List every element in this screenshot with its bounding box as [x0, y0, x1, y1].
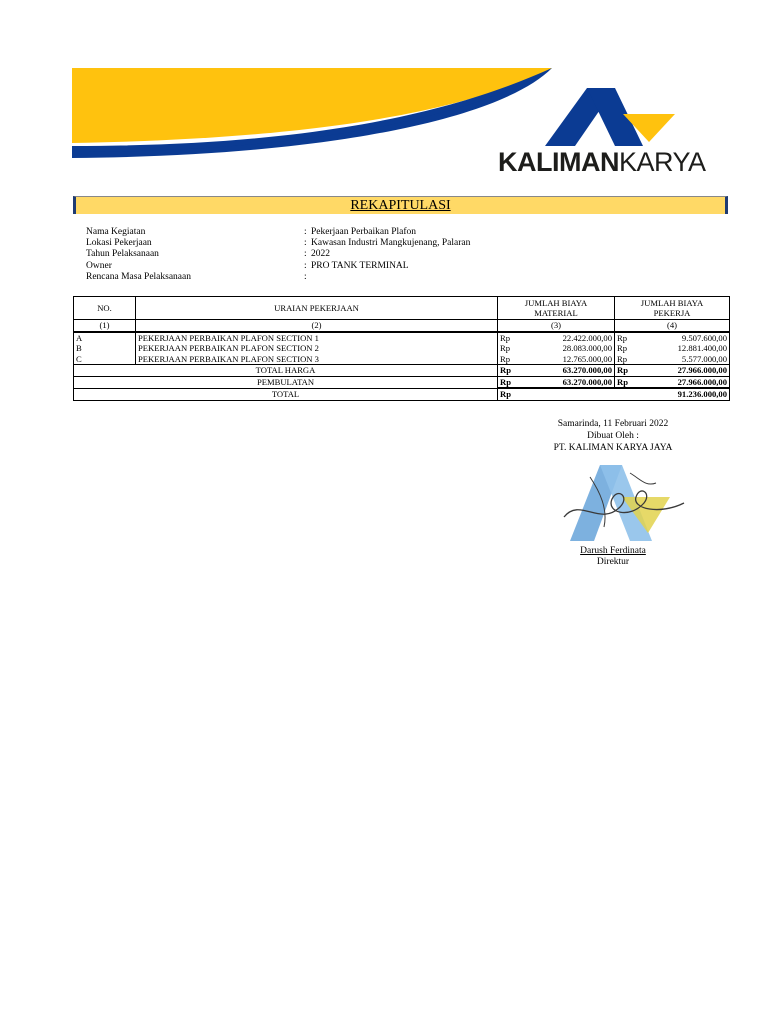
signature-block [535, 418, 691, 454]
signatory-name: Darush Ferdinata [580, 546, 646, 556]
signature-place-date: Samarinda, 11 Februari 2022 [557, 419, 669, 429]
header-swoosh-graphic [72, 68, 552, 158]
header-material: JUMLAH BIAYA MATERIAL [498, 297, 615, 320]
header-no: NO. [74, 297, 136, 320]
document-title: REKAPITULASI [73, 196, 728, 214]
pembulatan-row: PEMBULATAN Rp 63.270.000,00 Rp 27.966.000,00 [74, 376, 730, 388]
signature-company: PT. KALIMAN KARYA JAYA [553, 443, 673, 453]
table-row: C PEKERJAAN PERBAIKAN PLAFON SECTION 3 Rp 12.765.000,00 Rp 5.577.000,00 [74, 354, 730, 365]
signature-name-block [535, 546, 691, 568]
company-logo-text: KALIMANKARYA [498, 147, 706, 177]
signature-made-by: Dibuat Oleh : [587, 431, 639, 441]
company-stamp-signature-icon [560, 457, 688, 543]
header-uraian: URAIAN PEKERJAAN [136, 297, 498, 320]
company-logo-icon [545, 86, 675, 148]
signatory-position: Direktur [596, 557, 630, 567]
table-header-row [74, 297, 730, 320]
total-harga-row: TOTAL HARGA Rp 63.270.000,00 Rp 27.966.000,00 [74, 365, 730, 377]
total-row: TOTAL Rp 91.236.000,00 [74, 388, 730, 400]
table-row: A PEKERJAAN PERBAIKAN PLAFON SECTION 1 Rp 22.422.000,00 Rp 9.507.600,00 [74, 332, 730, 344]
table-row: B PEKERJAAN PERBAIKAN PLAFON SECTION 2 Rp 28.083.000,00 Rp 12.881.400,00 [74, 343, 730, 354]
table-index-row: (1) (2) (3) (4) [74, 320, 730, 332]
header-pekerja: JUMLAH BIAYA PEKERJA [615, 297, 730, 320]
rekap-table [73, 296, 730, 401]
